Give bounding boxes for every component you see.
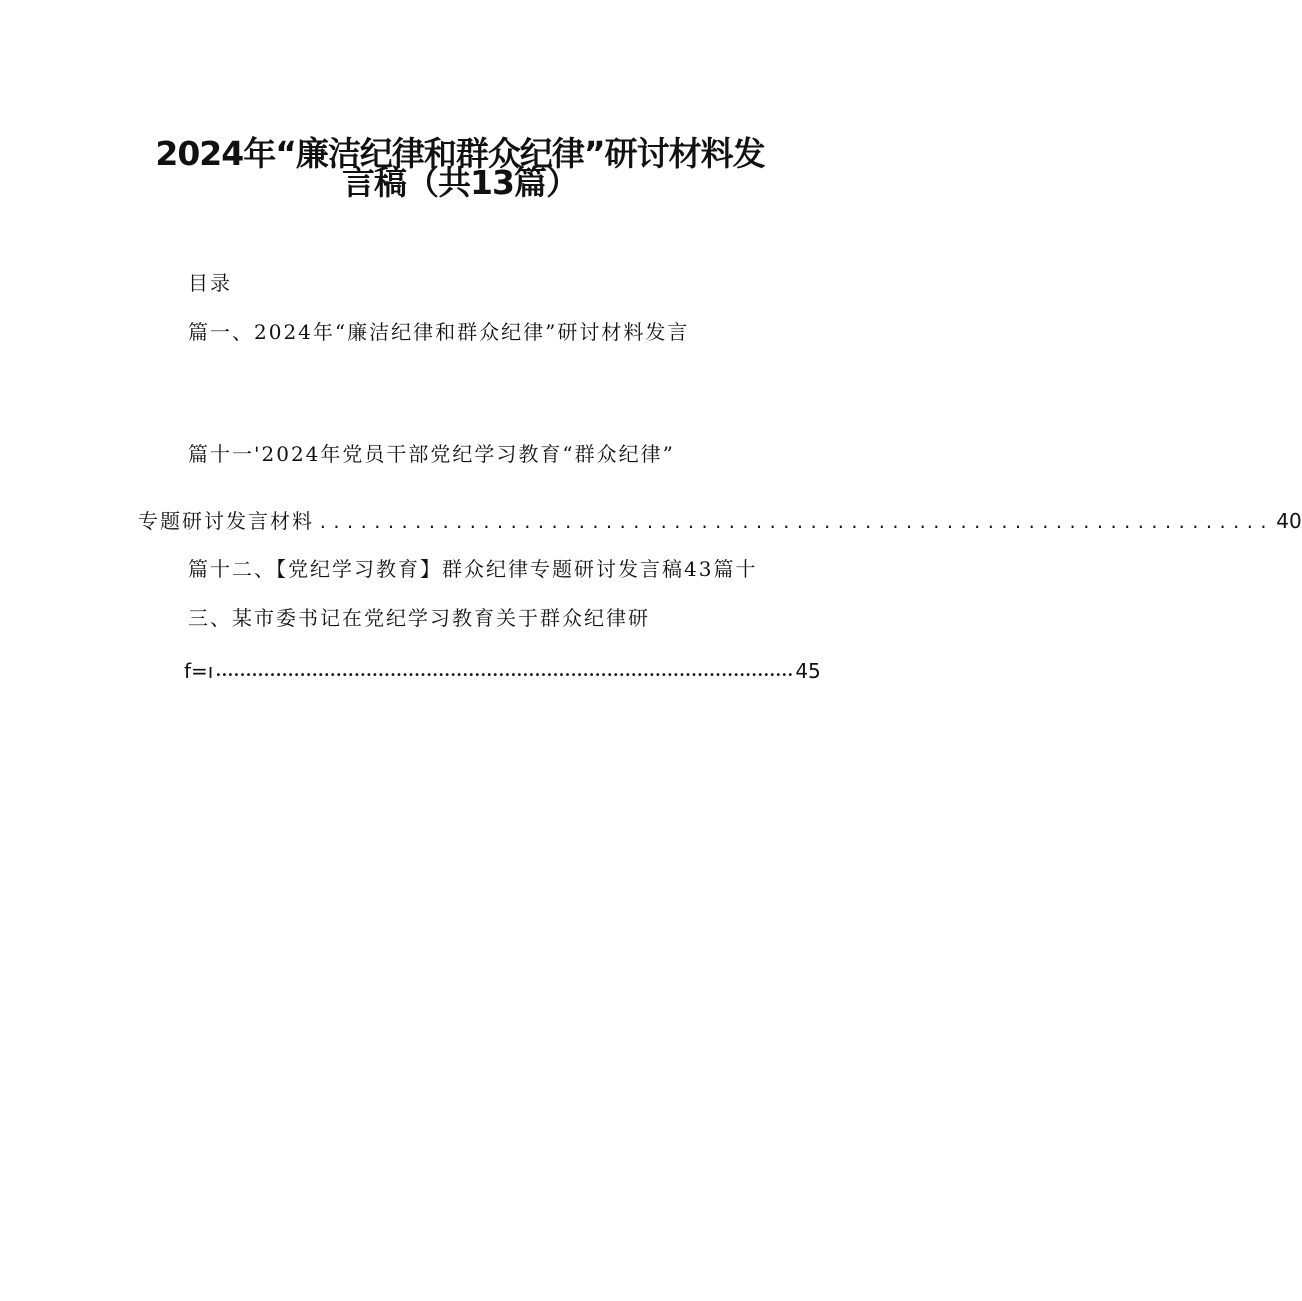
toc-entry-12-fragment: f=ı: [184, 659, 214, 683]
document-title-line-2: 言稿（共13篇）: [342, 163, 578, 202]
toc-page-number: 45: [795, 659, 821, 683]
toc-page-number: 40: [1276, 509, 1302, 533]
toc-entry-11-line-2: [138, 508, 1302, 536]
toc-entry-11-line-1: 篇十一'2024年党员干部党纪学习教育“群众纪律”: [188, 442, 675, 466]
toc-entry-12-line-1: 篇十二、【党纪学习教育】群众纪律专题研讨发言稿43篇十: [188, 557, 758, 581]
toc-entry-11-text: 专题研讨发言材料: [138, 509, 314, 533]
toc-bullet-leader: ••••••••••••••••••••••••••••••••••••••••••••••••••••••••••••••••••••••••••••••••••••••••••••••••: [215, 670, 794, 681]
document-title-line-1: 2024年“廉洁纪律和群众纪律”研讨材料发: [155, 134, 765, 173]
toc-dot-leader: ......................................................................: [318, 513, 1273, 532]
toc-entry-12-line-3: [184, 658, 821, 689]
toc-entry-1: 篇一、2024年“廉洁纪律和群众纪律”研讨材料发言: [188, 320, 690, 344]
toc-heading: 目录: [188, 271, 232, 295]
toc-entry-12-line-2: 三、某市委书记在党纪学习教育关于群众纪律研: [188, 606, 650, 630]
